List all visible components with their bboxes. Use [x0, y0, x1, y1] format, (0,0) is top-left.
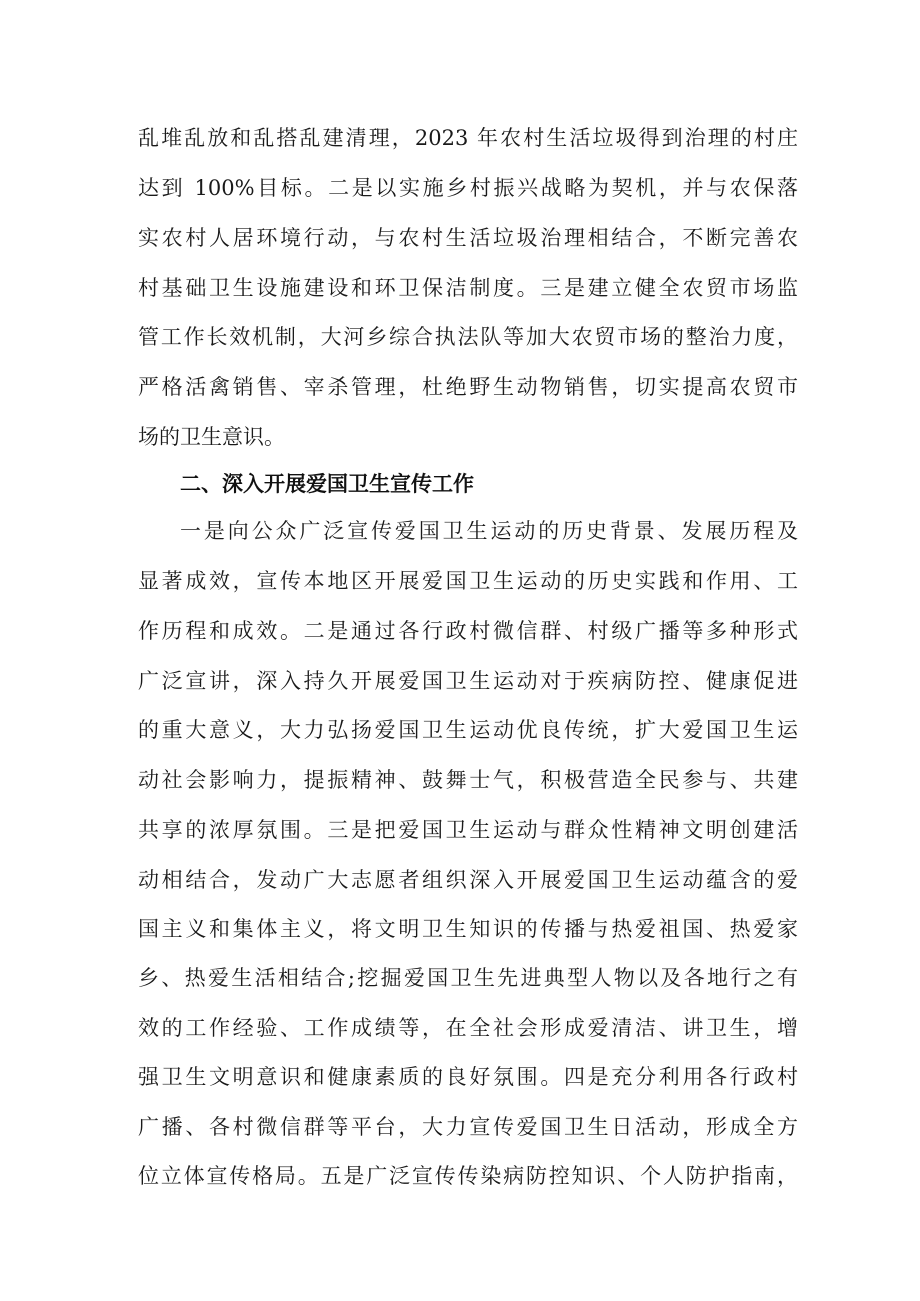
paragraph-2-line-12: 强卫生文明意识和健康素质的良好氛围。四是充分利用各行政村: [138, 1065, 798, 1089]
paragraph-2-line-9: 国主义和集体主义，将文明卫生知识的传播与热爱祖国、热爱家: [138, 917, 798, 941]
paragraph-1-line-7: 场的卫生意识。: [138, 425, 285, 449]
paragraph-2-line-5: 的重大意义，大力弘扬爱国卫生运动优良传统，扩大爱国卫生运: [138, 718, 798, 742]
section-heading: 二、深入开展爱国卫生宣传工作: [180, 472, 474, 496]
paragraph-1-line-2: 达到 100%目标。二是以实施乡村振兴战略为契机，并与农保落: [138, 176, 798, 200]
paragraph-1-line-4: 村基础卫生设施建设和环卫保洁制度。三是建立健全农贸市场监: [138, 276, 798, 300]
paragraph-1-line-1: 乱堆乱放和乱搭乱建清理，2023 年农村生活垃圾得到治理的村庄: [138, 126, 798, 150]
paragraph-2-line-10: 乡、热爱生活相结合;挖掘爱国卫生先进典型人物以及各地行之有: [138, 966, 798, 990]
paragraph-1-line-3: 实农村人居环境行动，与农村生活垃圾治理相结合，不断完善农: [138, 226, 798, 250]
paragraph-2-line-7: 共享的浓厚氛围。三是把爱国卫生运动与群众性精神文明创建活: [138, 818, 798, 842]
paragraph-2-line-13: 广播、各村微信群等平台，大力宣传爱国卫生日活动，形成全方: [138, 1115, 798, 1139]
paragraph-2-line-14: 位立体宣传格局。五是广泛宣传传染病防控知识、个人防护指南，: [138, 1164, 798, 1188]
paragraph-2-line-11: 效的工作经验、工作成绩等，在全社会形成爱清洁、讲卫生，增: [138, 1016, 798, 1040]
paragraph-2-line-2: 显著成效，宣传本地区开展爱国卫生运动的历史实践和作用、工: [138, 569, 798, 593]
paragraph-2-line-3: 作历程和成效。二是通过各行政村微信群、村级广播等多种形式: [138, 619, 798, 643]
paragraph-1-line-6: 严格活禽销售、宰杀管理，杜绝野生动物销售，切实提高农贸市: [138, 375, 798, 399]
paragraph-1-line-5: 管工作长效机制，大河乡综合执法队等加大农贸市场的整治力度，: [138, 325, 798, 349]
paragraph-2-line-6: 动社会影响力，提振精神、鼓舞士气，积极营造全民参与、共建: [138, 768, 798, 792]
paragraph-2-line-4: 广泛宣讲，深入持久开展爱国卫生运动对于疾病防控、健康促进: [138, 669, 798, 693]
paragraph-2-line-1: 一是向公众广泛宣传爱国卫生运动的历史背景、发展历程及: [180, 519, 798, 543]
paragraph-2-line-8: 动相结合，发动广大志愿者组织深入开展爱国卫生运动蕴含的爱: [138, 868, 798, 892]
